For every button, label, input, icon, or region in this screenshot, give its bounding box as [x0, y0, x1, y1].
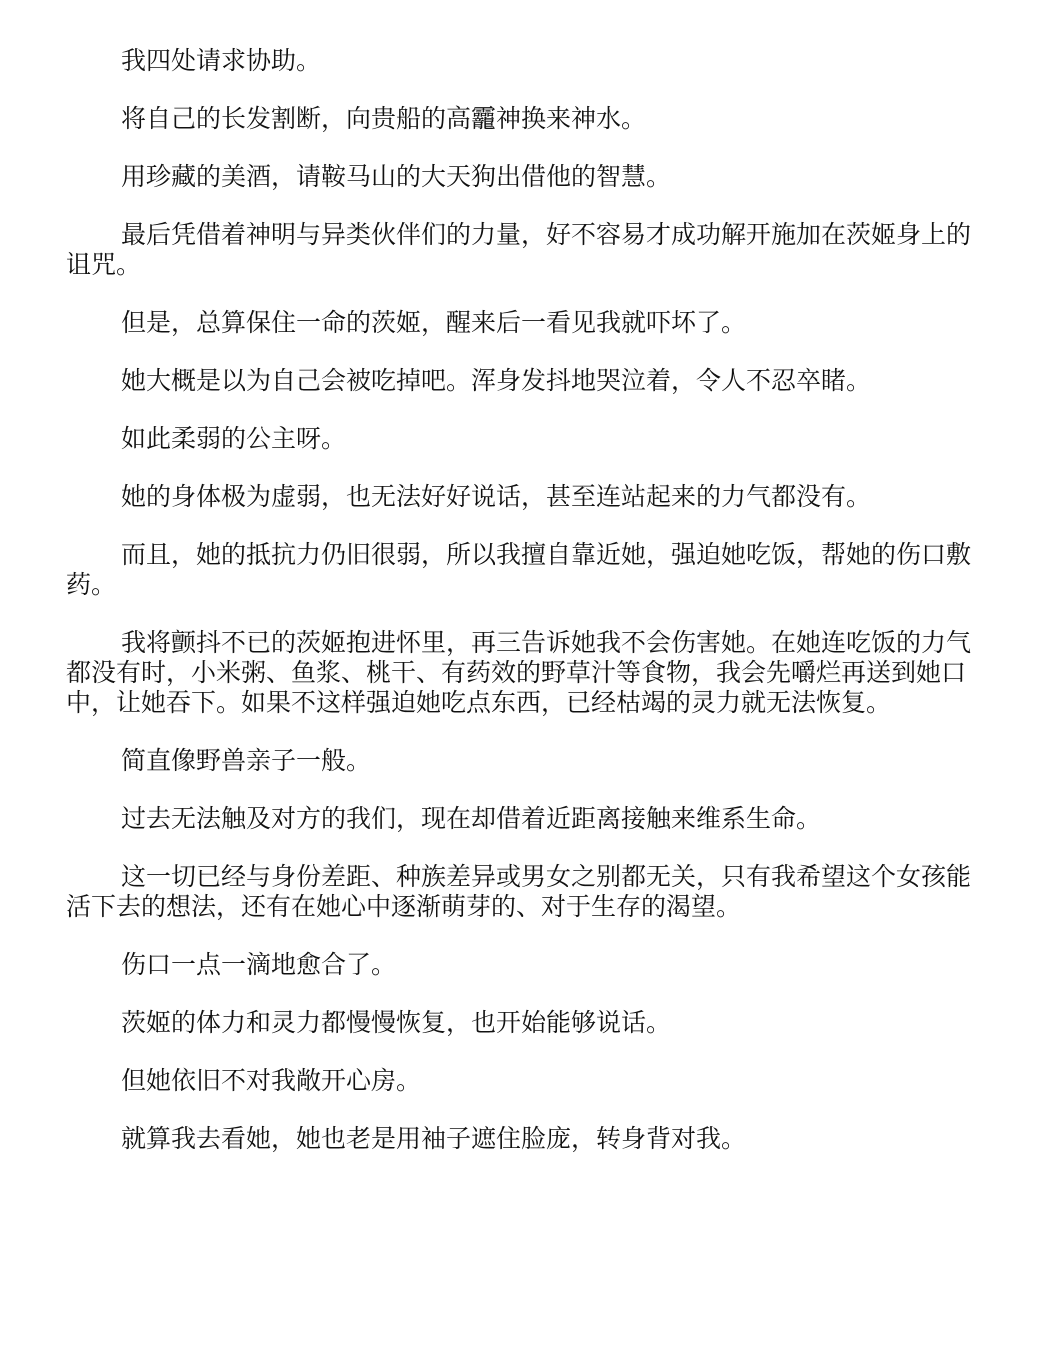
paragraph: 但她依旧不对我敞开心房。	[121, 1066, 422, 1095]
paragraph: 将自己的长发割断，向贵船的高龗神换来神水。	[121, 104, 647, 133]
paragraph: 用珍藏的美酒，请鞍马山的大天狗出借他的智慧。	[121, 162, 672, 191]
paragraph: 我将颤抖不已的茨姬抱进怀里，再三告诉她我不会伤害她。在她连吃饭的力气都没有时，小米粥、鱼浆、桃干、有药效的野草汁等食物，我会先嚼烂再送到她口中，让她吞下。如果不这样强迫她吃点东西，已经枯竭的灵力就无法恢复。	[66, 628, 972, 717]
document-body	[66, 46, 976, 1182]
paragraph: 最后凭借着神明与异类伙伴们的力量，好不容易才成功解开施加在茨姬身上的诅咒。	[66, 220, 972, 279]
paragraph: 但是，总算保住一命的茨姬，醒来后一看见我就吓坏了。	[121, 308, 747, 337]
paragraph: 她的身体极为虚弱，也无法好好说话，甚至连站起来的力气都没有。	[121, 482, 872, 511]
paragraph: 我四处请求协助。	[121, 46, 322, 75]
paragraph: 她大概是以为自己会被吃掉吧。浑身发抖地哭泣着，令人不忍卒睹。	[121, 366, 872, 395]
paragraph: 这一切已经与身份差距、种族差异或男女之别都无关，只有我希望这个女孩能活下去的想法，还有在她心中逐渐萌芽的、对于生存的渴望。	[66, 862, 972, 921]
paragraph: 过去无法触及对方的我们，现在却借着近距离接触来维系生命。	[121, 804, 822, 833]
paragraph: 就算我去看她，她也老是用袖子遮住脸庞，转身背对我。	[121, 1124, 747, 1153]
paragraph: 伤口一点一滴地愈合了。	[121, 950, 397, 979]
paragraph: 如此柔弱的公主呀。	[121, 424, 347, 453]
paragraph: 简直像野兽亲子一般。	[121, 746, 372, 775]
paragraph: 茨姬的体力和灵力都慢慢恢复，也开始能够说话。	[121, 1008, 672, 1037]
paragraph: 而且，她的抵抗力仍旧很弱，所以我擅自靠近她，强迫她吃饭，帮她的伤口敷药。	[66, 540, 972, 599]
